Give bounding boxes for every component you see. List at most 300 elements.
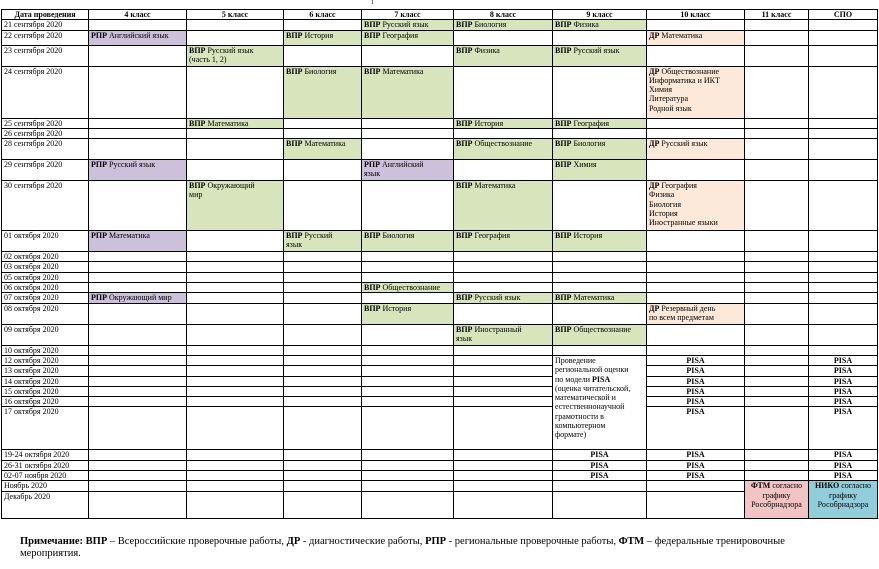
- date-cell: 03 октября 2020: [2, 262, 89, 272]
- cell-c6: [284, 293, 362, 303]
- table-row: [2, 45, 878, 66]
- table-row: [2, 366, 878, 376]
- cell-c8: [454, 66, 553, 118]
- table-row: [2, 252, 878, 262]
- date-cell: 30 сентября 2020: [2, 181, 89, 231]
- cell-c7: [362, 181, 454, 231]
- schedule-table: [1, 9, 878, 519]
- page-tick-mark: 1: [371, 0, 374, 6]
- cell-c10: [647, 345, 745, 355]
- cell-abbr: ДР: [649, 181, 660, 191]
- cell-spo: PISA: [809, 460, 878, 470]
- cell-c7: [362, 366, 454, 376]
- table-row: [2, 450, 878, 460]
- header-date: Дата проведения: [2, 10, 89, 20]
- cell-c7: [362, 262, 454, 272]
- cell-c4: [89, 355, 187, 365]
- cell-spo-pisa: PISA: [809, 386, 878, 396]
- cell-c6: [284, 283, 362, 293]
- cell-c10-pisa: PISA: [647, 397, 745, 407]
- cell-c4: [89, 407, 187, 450]
- cell-c10: [647, 272, 745, 282]
- cell-c11: [745, 262, 809, 272]
- cell-c9: [553, 262, 647, 272]
- note-ftm-abbr: ФТМ: [618, 536, 645, 547]
- header-spo: СПО: [809, 10, 878, 20]
- note-ftm-text: – федеральные тренировочные мероприятия.: [20, 536, 785, 559]
- cell-c11: [745, 407, 809, 450]
- cell-c8: [454, 181, 553, 231]
- cell-c11: [745, 376, 809, 386]
- cell-c5: [187, 139, 284, 160]
- cell-spo: [809, 118, 878, 128]
- date-cell: 10 октября 2020: [2, 345, 89, 355]
- cell-abbr: ВПР: [456, 231, 473, 241]
- header-6: 6 класс: [284, 10, 362, 20]
- cell-subject: Иностранный язык: [456, 324, 522, 343]
- cell-subject: Биология: [571, 139, 606, 149]
- cell-c7: [362, 324, 454, 345]
- cell-c7: [362, 272, 454, 282]
- note-vpr-abbr: ВПР: [85, 536, 108, 547]
- table-row: [2, 30, 878, 45]
- cell-c10: [647, 231, 745, 252]
- cell-abbr: ВПР: [456, 293, 473, 303]
- cell-c10: [647, 139, 745, 160]
- table-row: [2, 272, 878, 282]
- cell-abbr: ВПР: [286, 139, 303, 149]
- cell-c9: [553, 272, 647, 282]
- cell-c7: [362, 293, 454, 303]
- date-cell: 21 сентября 2020: [2, 20, 89, 30]
- niko-cell: [809, 481, 878, 518]
- cell-c4: [89, 20, 187, 30]
- cell-c9: [553, 481, 647, 491]
- pisa-description-post: (оценка читательской, математической и естественнонаучной грамотности в компьютерном формате): [555, 383, 631, 440]
- cell-subject: Английский язык: [364, 160, 424, 179]
- header-10: 10 класс: [647, 10, 745, 20]
- note-label: Примечание:: [20, 536, 84, 547]
- cell-c7: [362, 303, 454, 324]
- cell-c11: [745, 128, 809, 138]
- cell-subject: Русский язык: [107, 160, 156, 170]
- cell-abbr: ВПР: [189, 118, 206, 128]
- cell-c8: [454, 471, 553, 481]
- cell-subject: Обществознание Информатика и ИКТ Химия Литература Родной язык: [649, 66, 720, 113]
- cell-abbr: ВПР: [456, 118, 473, 128]
- cell-spo: [809, 303, 878, 324]
- cell-c5: [187, 345, 284, 355]
- cell-c10-pisa: PISA: [647, 407, 745, 450]
- cell-abbr: РПР: [91, 293, 107, 303]
- table-row: [2, 345, 878, 355]
- cell-spo: [809, 20, 878, 30]
- cell-c4: [89, 303, 187, 324]
- cell-c8: [454, 366, 553, 376]
- cell-c10-pisa: PISA: [647, 386, 745, 396]
- cell-c8: [454, 30, 553, 45]
- cell-c10-pisa: PISA: [647, 376, 745, 386]
- cell-c9: [553, 231, 647, 252]
- table-row: [2, 231, 878, 252]
- cell-abbr: ВПР: [364, 283, 381, 293]
- cell-subject: История: [472, 118, 504, 128]
- cell-c8: [454, 386, 553, 396]
- cell-c8: [454, 45, 553, 66]
- cell-c4: [89, 491, 187, 518]
- cell-c5: [187, 118, 284, 128]
- cell-c7: [362, 376, 454, 386]
- cell-c11: [745, 293, 809, 303]
- cell-c6: [284, 45, 362, 66]
- cell-c10: PISA: [647, 450, 745, 460]
- header-row: [2, 10, 878, 20]
- cell-c4: [89, 118, 187, 128]
- cell-c7: [362, 386, 454, 396]
- niko-abbr: НИКО: [814, 481, 840, 491]
- cell-c9: [553, 20, 647, 30]
- date-cell: 13 октября 2020: [2, 366, 89, 376]
- cell-c7: [362, 66, 454, 118]
- note-dr-abbr: ДР: [286, 536, 301, 547]
- cell-c10: [647, 118, 745, 128]
- header-4: 4 класс: [89, 10, 187, 20]
- cell-c7: [362, 460, 454, 470]
- cell-subject: Обществознание: [571, 324, 632, 334]
- cell-c4: [89, 262, 187, 272]
- date-cell: Декабрь 2020: [2, 491, 89, 518]
- cell-c8: [454, 324, 553, 345]
- cell-c5: [187, 30, 284, 45]
- cell-spo: PISA: [809, 471, 878, 481]
- cell-abbr: ДР: [649, 303, 660, 313]
- cell-abbr: ВПР: [286, 66, 303, 76]
- table-row: [2, 355, 878, 365]
- cell-c6: [284, 471, 362, 481]
- cell-c6: [284, 460, 362, 470]
- pisa-description-bold: PISA: [592, 374, 611, 384]
- cell-c4: [89, 139, 187, 160]
- cell-c6: [284, 231, 362, 252]
- cell-c8: [454, 407, 553, 450]
- cell-c8: [454, 355, 553, 365]
- cell-spo: [809, 252, 878, 262]
- cell-c10: [647, 252, 745, 262]
- cell-c4: [89, 181, 187, 231]
- cell-subject: Биология: [380, 231, 415, 241]
- cell-abbr: ВПР: [555, 45, 572, 55]
- header-7: 7 класс: [362, 10, 454, 20]
- cell-c11: [745, 283, 809, 293]
- cell-subject: Химия: [571, 160, 597, 170]
- cell-c4: [89, 283, 187, 293]
- cell-c8: [454, 376, 553, 386]
- cell-c6: [284, 262, 362, 272]
- cell-c6: [284, 450, 362, 460]
- cell-abbr: ВПР: [364, 231, 381, 241]
- cell-spo-pisa: PISA: [809, 407, 878, 450]
- cell-c6: [284, 20, 362, 30]
- cell-c11: [745, 160, 809, 181]
- note-dr-text: - диагностические работы,: [300, 536, 426, 547]
- cell-c10: PISA: [647, 471, 745, 481]
- cell-subject: Окружающий мир: [107, 293, 172, 303]
- cell-c6: [284, 252, 362, 262]
- cell-c5: [187, 128, 284, 138]
- cell-spo: [809, 45, 878, 66]
- cell-c9: [553, 303, 647, 324]
- cell-c9: [553, 293, 647, 303]
- cell-subject: География: [380, 30, 418, 40]
- cell-spo-pisa: PISA: [809, 376, 878, 386]
- cell-c5: [187, 450, 284, 460]
- cell-c7: [362, 20, 454, 30]
- cell-c4: [89, 128, 187, 138]
- cell-c10-pisa: PISA: [647, 355, 745, 365]
- date-cell: 02 октября 2020: [2, 252, 89, 262]
- header-8: 8 класс: [454, 10, 553, 20]
- date-cell: 05 октября 2020: [2, 272, 89, 282]
- cell-c10: [647, 128, 745, 138]
- cell-spo: [809, 324, 878, 345]
- cell-c11: [745, 450, 809, 460]
- cell-subject: Обществознание: [472, 139, 533, 149]
- cell-subject: География: [472, 231, 510, 241]
- cell-abbr: ВПР: [555, 118, 572, 128]
- cell-abbr: ВПР: [555, 20, 572, 30]
- cell-c11: [745, 397, 809, 407]
- cell-c5: [187, 386, 284, 396]
- cell-c10: [647, 30, 745, 45]
- table-row: [2, 293, 878, 303]
- date-cell: 09 октября 2020: [2, 324, 89, 345]
- date-cell: 14 октября 2020: [2, 376, 89, 386]
- cell-c7: [362, 450, 454, 460]
- cell-c6: [284, 66, 362, 118]
- cell-c8: [454, 252, 553, 262]
- cell-c8: [454, 293, 553, 303]
- table-row: [2, 160, 878, 181]
- cell-c10: [647, 303, 745, 324]
- cell-spo-pisa: PISA: [809, 397, 878, 407]
- cell-c5: [187, 283, 284, 293]
- cell-c4: [89, 324, 187, 345]
- cell-abbr: ВПР: [456, 324, 473, 334]
- cell-abbr: ВПР: [364, 66, 381, 76]
- cell-spo-pisa: PISA: [809, 355, 878, 365]
- cell-c11: [745, 66, 809, 118]
- cell-c5: [187, 481, 284, 491]
- table-row: [2, 118, 878, 128]
- cell-c7: [362, 128, 454, 138]
- cell-spo: PISA: [809, 450, 878, 460]
- cell-abbr: ВПР: [555, 231, 572, 241]
- cell-c8: [454, 231, 553, 252]
- cell-c11: [745, 366, 809, 376]
- cell-c11: [745, 355, 809, 365]
- cell-c7: [362, 407, 454, 450]
- cell-abbr: ВПР: [286, 231, 303, 241]
- cell-c8: [454, 345, 553, 355]
- cell-c7: [362, 231, 454, 252]
- cell-spo: [809, 139, 878, 160]
- cell-c8: [454, 139, 553, 160]
- cell-c5: [187, 491, 284, 518]
- cell-c5: [187, 355, 284, 365]
- cell-subject: История: [380, 303, 412, 313]
- cell-c5: [187, 262, 284, 272]
- cell-abbr: ДР: [649, 139, 660, 149]
- date-cell: 15 октября 2020: [2, 386, 89, 396]
- cell-c6: [284, 324, 362, 345]
- cell-c8: [454, 283, 553, 293]
- cell-c9: [553, 45, 647, 66]
- cell-abbr: РПР: [91, 231, 107, 241]
- cell-subject: География Физика Биология История Иностранные языки: [649, 181, 718, 228]
- cell-abbr: ВПР: [555, 324, 572, 334]
- cell-c11: [745, 20, 809, 30]
- cell-c9: [553, 345, 647, 355]
- cell-c7: [362, 252, 454, 262]
- cell-c6: [284, 386, 362, 396]
- date-cell: 25 сентября 2020: [2, 118, 89, 128]
- cell-spo: [809, 231, 878, 252]
- date-cell: 02-07 ноября 2020: [2, 471, 89, 481]
- cell-subject: Русский язык: [286, 231, 333, 250]
- cell-c9: [553, 139, 647, 160]
- cell-c11: [745, 386, 809, 396]
- note-vpr-text: – Всероссийские проверочные работы,: [107, 536, 287, 547]
- cell-c7: [362, 355, 454, 365]
- table-row: [2, 407, 878, 450]
- cell-c10: [647, 66, 745, 118]
- cell-abbr: ВПР: [286, 30, 303, 40]
- cell-c7: [362, 471, 454, 481]
- ftm-text: согласно графику Рособрнадзора: [751, 481, 803, 509]
- date-cell: 12 октября 2020: [2, 355, 89, 365]
- cell-subject: Русский язык (часть 1, 2): [189, 45, 254, 64]
- cell-subject: Математика: [205, 118, 249, 128]
- table-row: [2, 283, 878, 293]
- cell-c4: [89, 397, 187, 407]
- cell-c10: [647, 262, 745, 272]
- cell-c11: [745, 345, 809, 355]
- cell-c9: [553, 66, 647, 118]
- cell-c11: [745, 139, 809, 160]
- cell-c11: [745, 252, 809, 262]
- cell-abbr: ВПР: [364, 20, 381, 30]
- cell-c11: [745, 471, 809, 481]
- cell-c6: [284, 491, 362, 518]
- cell-c8: [454, 20, 553, 30]
- table-row: [2, 303, 878, 324]
- cell-c6: [284, 272, 362, 282]
- note-rpr-abbr: РПР: [425, 536, 447, 547]
- cell-c5: [187, 397, 284, 407]
- cell-subject: История: [571, 231, 603, 241]
- cell-c10: [647, 324, 745, 345]
- cell-abbr: ВПР: [456, 181, 473, 191]
- header-9: 9 класс: [553, 10, 647, 20]
- cell-c5: [187, 407, 284, 450]
- cell-abbr: ВПР: [456, 139, 473, 149]
- cell-abbr: ВПР: [555, 139, 572, 149]
- table-row: [2, 324, 878, 345]
- cell-c9: [553, 30, 647, 45]
- cell-spo: [809, 160, 878, 181]
- cell-c10: [647, 20, 745, 30]
- cell-c4: [89, 450, 187, 460]
- cell-abbr: ДР: [649, 66, 660, 76]
- cell-c8: [454, 450, 553, 460]
- cell-c8: [454, 397, 553, 407]
- cell-c4: [89, 30, 187, 45]
- cell-c7: [362, 160, 454, 181]
- cell-spo: [809, 30, 878, 45]
- cell-c11: [745, 303, 809, 324]
- ftm-cell: [745, 481, 809, 518]
- cell-abbr: РПР: [91, 30, 107, 40]
- cell-c8: [454, 118, 553, 128]
- cell-subject: Русский язык: [571, 45, 620, 55]
- date-cell: 07 октября 2020: [2, 293, 89, 303]
- date-cell: 22 сентября 2020: [2, 30, 89, 45]
- cell-c6: [284, 139, 362, 160]
- cell-c6: [284, 407, 362, 450]
- cell-c11: [745, 272, 809, 282]
- cell-c6: [284, 366, 362, 376]
- cell-c7: [362, 345, 454, 355]
- cell-c11: [745, 231, 809, 252]
- cell-c10: [647, 481, 745, 491]
- cell-c10-pisa: PISA: [647, 366, 745, 376]
- table-row: [2, 66, 878, 118]
- table-row: [2, 139, 878, 160]
- cell-c7: [362, 491, 454, 518]
- cell-c5: [187, 376, 284, 386]
- cell-c5: [187, 45, 284, 66]
- cell-abbr: ВПР: [364, 303, 381, 313]
- cell-c10: PISA: [647, 460, 745, 470]
- cell-c4: [89, 376, 187, 386]
- cell-c4: [89, 160, 187, 181]
- cell-spo-pisa: PISA: [809, 366, 878, 376]
- cell-c11: [745, 118, 809, 128]
- table-row: [2, 20, 878, 30]
- cell-c8: [454, 262, 553, 272]
- date-cell: 23 сентября 2020: [2, 45, 89, 66]
- cell-abbr: ВПР: [555, 160, 572, 170]
- cell-c10: [647, 491, 745, 518]
- note-rpr-text: - региональные проверочные работы,: [446, 536, 619, 547]
- date-cell: 24 сентября 2020: [2, 66, 89, 118]
- pisa-description-pre: Проведение региональной оценки по модели: [555, 355, 629, 384]
- cell-subject: Математика: [380, 66, 424, 76]
- cell-abbr: РПР: [364, 160, 380, 170]
- cell-spo: [809, 283, 878, 293]
- cell-subject: Математика: [107, 231, 150, 241]
- cell-c4: [89, 252, 187, 262]
- cell-c8: [454, 481, 553, 491]
- cell-subject: Русский язык: [380, 20, 429, 30]
- table-row: [2, 397, 878, 407]
- cell-c10: [647, 293, 745, 303]
- date-cell: 06 октября 2020: [2, 283, 89, 293]
- cell-c5: [187, 293, 284, 303]
- cell-c8: [454, 128, 553, 138]
- cell-c7: [362, 139, 454, 160]
- cell-c5: [187, 20, 284, 30]
